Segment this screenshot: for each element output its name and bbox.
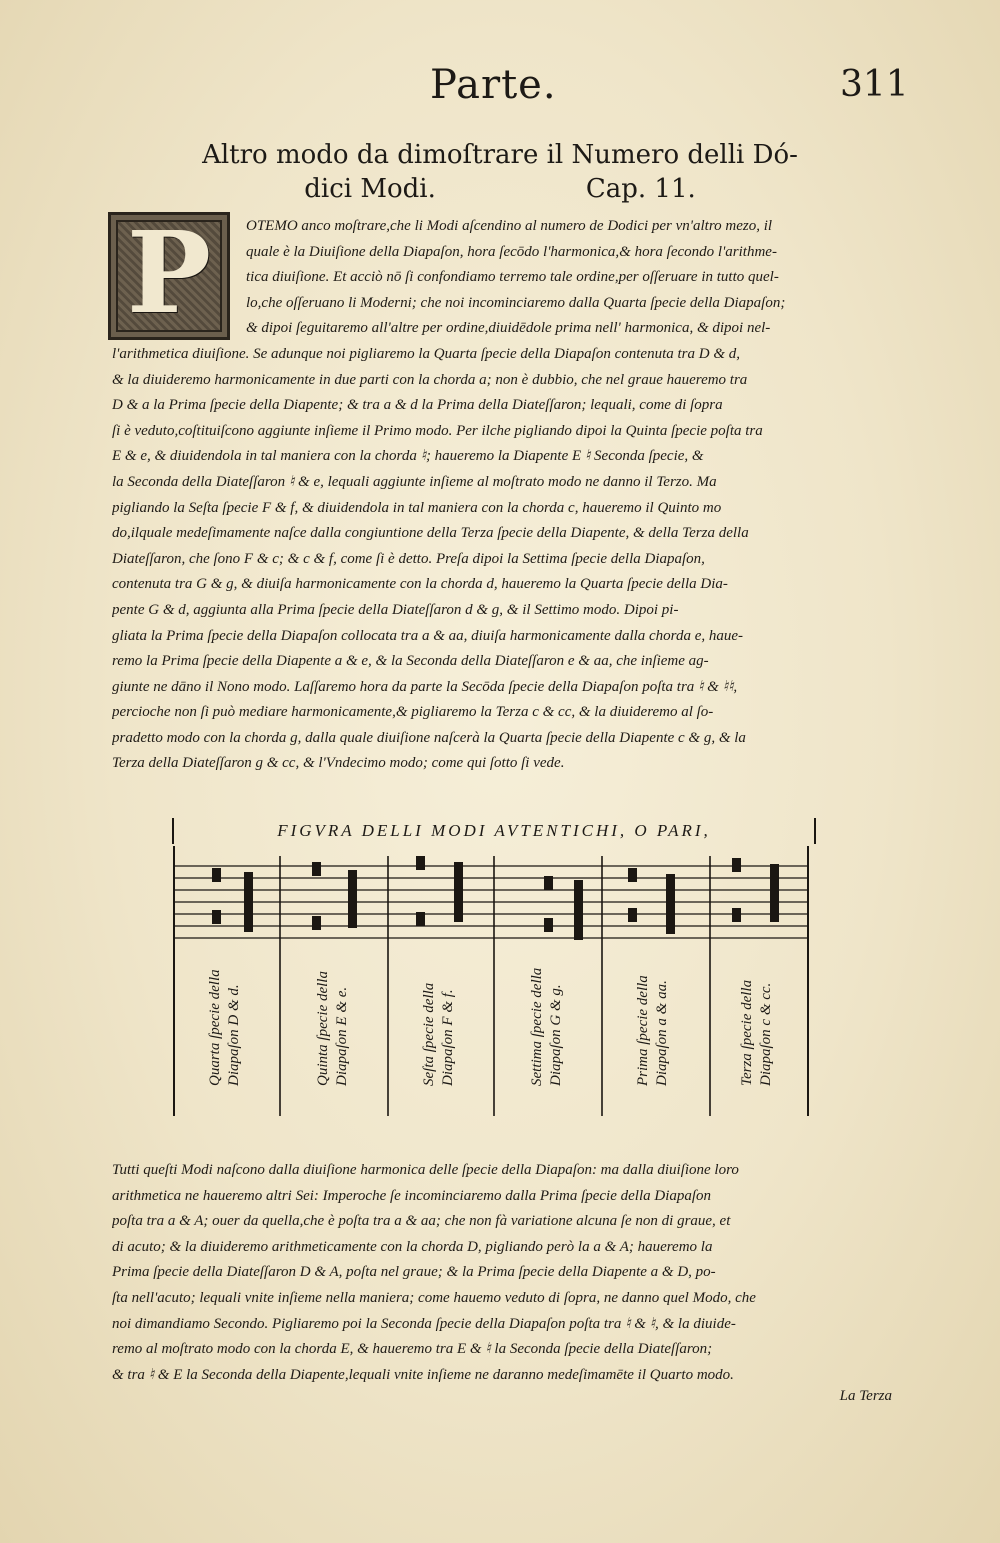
- catchword: La Terza: [839, 1388, 892, 1404]
- text-line: & dipoi ſeguitaremo all'altre per ordine,diuidēdole prima nell' harmonica, & dipoi nel-: [246, 320, 771, 337]
- text-line: giunte ne dāno il Nono modo. Laſſaremo hora da parte la Secōda ſpecie della Diapaſon poſta tra ♮ & ♮♮,: [112, 678, 738, 695]
- column-label-6: [738, 980, 776, 1086]
- chapter-title-line: [200, 172, 800, 206]
- running-title: Parte.: [430, 62, 557, 108]
- text-line: lo,che oſſeruano li Moderni; che noi incominciaremo dalla Quarta ſpecie della Diapaſon;: [246, 294, 786, 311]
- text-line: pigliando la Seſta ſpecie F & f, & diuidendola in tal maniera con la chorda c, haueremo il Quinto mo: [112, 499, 722, 516]
- text-line: Diateſſaron, che ſono F & c; & c & f, come ſi è detto. Preſa dipoi la Settima ſpecie della Diapaſon,: [112, 550, 705, 567]
- column-label-line: Diapaſon G & g.: [548, 984, 564, 1086]
- column-label-line: Diapaſon F & f.: [440, 989, 456, 1086]
- column-label-line: Quinta ſpecie della: [315, 971, 331, 1086]
- text-line: Prima ſpecie della Diateſſaron D & A, poſta nel graue; & la Prima ſpecie della Diapente a & D, po-: [112, 1264, 716, 1281]
- note-marks: [212, 856, 779, 940]
- text-line: & tra ♮ & E la Seconda della Diapente,lequali vnite inſieme ne daranno medeſimamēte il Quarto modo.: [112, 1366, 734, 1383]
- column-label-4: [528, 968, 566, 1086]
- column-label-line: Diapaſon a & aa.: [654, 980, 670, 1086]
- page-number: 311: [840, 64, 909, 105]
- column-label-line: Diapaſon D & d.: [226, 984, 242, 1086]
- column-label-line: Diapaſon c & cc.: [758, 982, 774, 1086]
- staff-diagram: [172, 846, 812, 1116]
- staff-lines: [174, 866, 808, 938]
- column-label-line: Seſta ſpecie della: [421, 982, 437, 1086]
- column-label-5: [634, 975, 672, 1086]
- chapter-title: [200, 138, 800, 206]
- initial-letter: P: [126, 208, 212, 339]
- text-line: OTEMO anco moſtrare,che li Modi aſcendino al numero de Dodici per vn'altro mezo, il: [246, 218, 773, 234]
- text-line: noi dimandiamo Secondo. Pigliaremo poi la Seconda ſpecie della Diapaſon poſta tra ♮ & ♮, & la diuide-: [112, 1315, 736, 1332]
- text-line: la Seconda della Diateſſaron ♮ & e, lequali aggiunte inſieme al moſtrato modo ne danno il Terzo. Ma: [112, 473, 717, 490]
- text-line: contenuta tra G & g, & diuiſa harmonicamente con la chorda d, haueremo la Quarta ſpecie della Dia-: [112, 576, 728, 593]
- column-label-2: [314, 971, 352, 1086]
- column-label-3: [420, 983, 458, 1086]
- text-line: quale è la Diuiſione della Diapaſon, hora ſecōdo l'harmonica,& hora ſecondo l'arithme-: [246, 243, 777, 260]
- text-line: pradetto modo con la chorda g, dalla quale diuiſione naſcerà la Quarta ſpecie della Diapente c & g, & la: [112, 729, 746, 746]
- text-line: remo la Prima ſpecie della Diapente a & e, & la Seconda della Diateſſaron e & aa, che inſieme ag-: [112, 653, 709, 670]
- text-line: ſi è veduto,coſtituiſcono aggiunte inſieme il Primo modo. Per ilche pigliando dipoi la Quinta ſpecie poſta tra: [112, 422, 763, 439]
- column-label-line: Quarta ſpecie della: [207, 969, 223, 1086]
- column-label-line: Prima ſpecie della: [635, 975, 651, 1086]
- page-header: [0, 62, 1000, 122]
- column-label-1: [206, 969, 244, 1086]
- paragraph-1: [112, 208, 892, 777]
- figure-title: FIGVRA DELLI MODI AVTENTICHI, O PARI,: [172, 818, 816, 844]
- text-line: arithmetica ne haueremo altri Sei: Imperoche ſe incominciaremo dalla Prima ſpecie della Diapaſon: [112, 1187, 712, 1204]
- column-label-line: Settima ſpecie della: [529, 967, 545, 1086]
- text-line: do,ilquale medeſimamente naſce dalla congiuntione della Terza ſpecie della Diapente, & della Terza della: [112, 525, 749, 542]
- paragraph-2: [112, 1158, 892, 1388]
- text-line: l'arithmetica diuiſione. Se adunque noi pigliaremo la Quarta ſpecie della Diapaſon contenuta tra D & d,: [112, 345, 740, 362]
- text-line: Terza della Diateſſaron g & cc, & l'Vndecimo modo; come qui ſotto ſi vede.: [112, 755, 565, 772]
- text-line: remo al moſtrato modo con la chorda E, & haueremo tra E & ♮ la Seconda ſpecie della Diateſſaron;: [112, 1341, 713, 1358]
- text-line: percioche non ſi può mediare harmonicamente,& pigliaremo la Terza c & cc, & la diuideremo al ſo-: [112, 704, 714, 721]
- text-line: gliata la Prima ſpecie della Diapaſon collocata tra a & aa, diuiſa harmonicamente dalla chorda e, haue-: [112, 627, 744, 644]
- text-line: di acuto; & la diuideremo arithmeticamente con la chorda D, pigliando però la a & A; haueremo la: [112, 1238, 713, 1255]
- text-line: ſta nell'acuto; lequali vnite inſieme nella maniera; come hauemo veduto di ſopra, ne danno quel Modo, che: [112, 1289, 756, 1306]
- chapter-title-line: Altro modo da dimoſtrare il Numero delli Dó-: [202, 140, 798, 170]
- text-line: D & a la Prima ſpecie della Diapente; & tra a & d la Prima della Diateſſaron; lequali, come di ſopra: [112, 397, 723, 414]
- text-line: & la diuideremo harmonicamente in due parti con la chorda a; non è dubbio, che nel graue haueremo tra: [112, 371, 748, 388]
- text-line: tica diuiſione. Et acciò nō ſi confondiamo terremo tale ordine,per oſſeruare in tutto quel-: [246, 269, 779, 286]
- chapter-number: Cap. 11.: [585, 174, 696, 204]
- text-line: poſta tra a & A; ouer da quella,che è poſta tra a & aa; che non fà variatione alcuna ſe non di graue, et: [112, 1213, 731, 1230]
- text-line: Tutti queſti Modi naſcono dalla diuiſione harmonica delle ſpecie della Diapaſon: ma dalla diuiſione loro: [112, 1162, 739, 1178]
- text-line: E & e, & diuidendola in tal maniera con la chorda ♮; haueremo la Diapente E ♮ Seconda ſpecie, &: [112, 448, 704, 465]
- text-line: pente G & d, aggiunta alla Prima ſpecie della Diateſſaron d & g, & il Settimo modo. Dipoi pi-: [112, 601, 679, 618]
- column-label-line: Terza ſpecie della: [739, 979, 755, 1086]
- chapter-title-end: dici Modi.: [304, 174, 436, 204]
- modes-figure: [172, 818, 812, 1118]
- column-label-line: Diapaſon E & e.: [334, 986, 350, 1086]
